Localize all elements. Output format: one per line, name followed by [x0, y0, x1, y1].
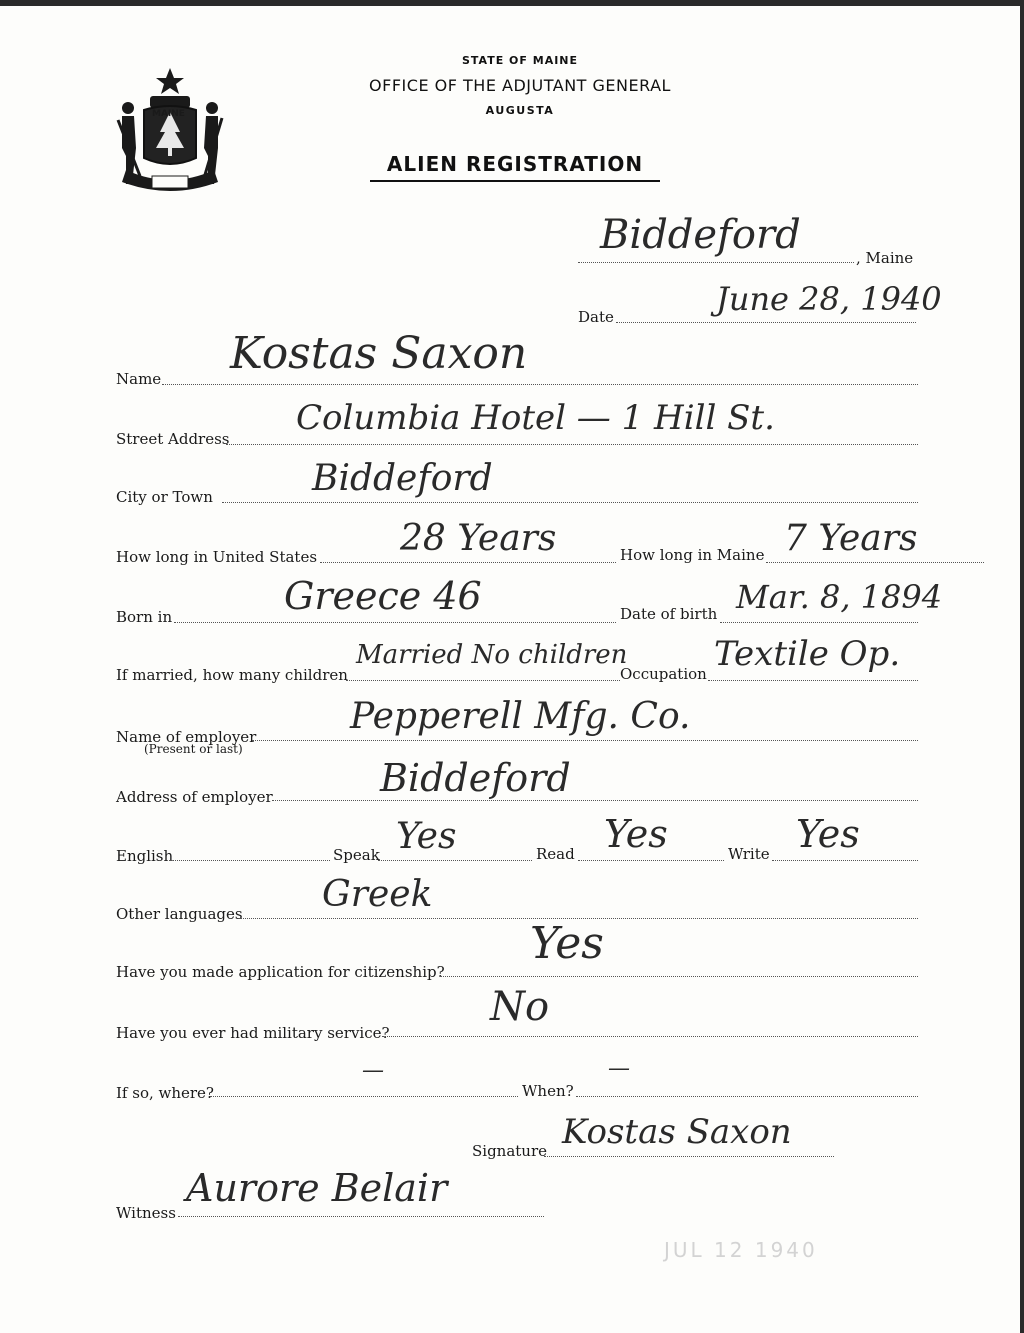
- us-years-label: How long in United States: [116, 548, 318, 566]
- english-label: English: [116, 847, 174, 865]
- read-line: [578, 860, 724, 861]
- seal-banner-text: MAINE: [152, 109, 185, 119]
- write-line: [772, 860, 918, 861]
- street-value: Columbia Hotel — 1 Hill St.: [296, 398, 775, 438]
- write-label: Write: [728, 845, 770, 863]
- where-label: If so, where?: [116, 1084, 214, 1102]
- form-title: ALIEN REGISTRATION: [370, 152, 660, 182]
- children-label: If married, how many children: [116, 666, 348, 684]
- date-line: [616, 322, 916, 323]
- when-value: —: [608, 1056, 630, 1081]
- us-years-value: 28 Years: [400, 518, 557, 559]
- children-line: [346, 680, 620, 681]
- occupation-line: [708, 680, 918, 681]
- write-value: Yes: [796, 812, 860, 856]
- witness-value: Aurore Belair: [186, 1166, 448, 1210]
- read-label: Read: [536, 845, 575, 863]
- city-value: Biddeford: [312, 458, 493, 499]
- when-line: [576, 1096, 918, 1097]
- place-value: Biddeford: [600, 212, 801, 258]
- military-label: Have you ever had military service?: [116, 1024, 390, 1042]
- employer-address-value: Biddeford: [380, 756, 571, 800]
- city-line: [222, 502, 918, 503]
- speak-value: Yes: [396, 816, 457, 857]
- signature-label: Signature: [472, 1142, 548, 1160]
- dob-value: Mar. 8, 1894: [736, 578, 943, 616]
- english-line: [170, 860, 330, 861]
- other-languages-value: Greek: [322, 874, 433, 915]
- employer-address-label: Address of employer: [116, 788, 273, 806]
- city-label: City or Town: [116, 488, 213, 506]
- employer-address-line: [272, 800, 918, 801]
- born-label: Born in: [116, 608, 173, 626]
- read-value: Yes: [604, 812, 668, 856]
- street-line: [226, 444, 918, 445]
- maine-state-seal-icon: [114, 66, 226, 194]
- born-value: Greece 46: [284, 574, 482, 618]
- place-line: [578, 262, 854, 263]
- citizenship-line: [440, 976, 918, 977]
- signature-value: Kostas Saxon: [562, 1112, 792, 1152]
- where-value: —: [362, 1058, 384, 1083]
- citizenship-label: Have you made application for citizenship?: [116, 963, 445, 981]
- where-line: [210, 1096, 518, 1097]
- speak-label: Speak: [333, 846, 380, 864]
- maine-years-value: 7 Years: [784, 518, 918, 559]
- military-line: [382, 1036, 918, 1037]
- employer-line: [252, 740, 918, 741]
- witness-label: Witness: [116, 1204, 176, 1222]
- date-label: Date: [578, 308, 614, 326]
- maine-years-line: [766, 562, 984, 563]
- scan-edge-right: [1020, 0, 1024, 1333]
- occupation-value: Textile Op.: [714, 634, 901, 674]
- speak-line: [378, 860, 532, 861]
- born-line: [174, 622, 616, 623]
- place-suffix: , Maine: [856, 249, 914, 267]
- witness-line: [178, 1216, 544, 1217]
- military-value: No: [490, 984, 550, 1030]
- employer-value: Pepperell Mfg. Co.: [350, 696, 691, 737]
- header-state: STATE OF MAINE: [461, 54, 579, 67]
- other-languages-label: Other languages: [116, 905, 243, 923]
- scan-edge-top: [0, 0, 1024, 6]
- received-stamp: JUL 12 1940: [664, 1238, 818, 1262]
- name-value: Kostas Saxon: [230, 328, 528, 379]
- signature-line: [544, 1156, 834, 1157]
- name-label: Name: [116, 370, 162, 388]
- employer-label: Name of employer: [116, 728, 257, 746]
- occupation-label: Occupation: [620, 665, 707, 683]
- dob-label: Date of birth: [620, 605, 718, 623]
- street-label: Street Address: [116, 430, 230, 448]
- children-value: Married No children: [356, 640, 628, 670]
- when-label: When?: [522, 1082, 574, 1100]
- maine-years-label: How long in Maine: [620, 546, 765, 564]
- us-years-line: [320, 562, 616, 563]
- citizenship-value: Yes: [530, 918, 604, 969]
- date-value: June 28, 1940: [716, 280, 942, 318]
- dob-line: [720, 622, 918, 623]
- header-office: OFFICE OF THE ADJUTANT GENERAL: [369, 76, 671, 95]
- name-line: [162, 384, 918, 385]
- header-city: AUGUSTA: [485, 104, 555, 117]
- employer-sublabel: (Present or last): [144, 742, 243, 756]
